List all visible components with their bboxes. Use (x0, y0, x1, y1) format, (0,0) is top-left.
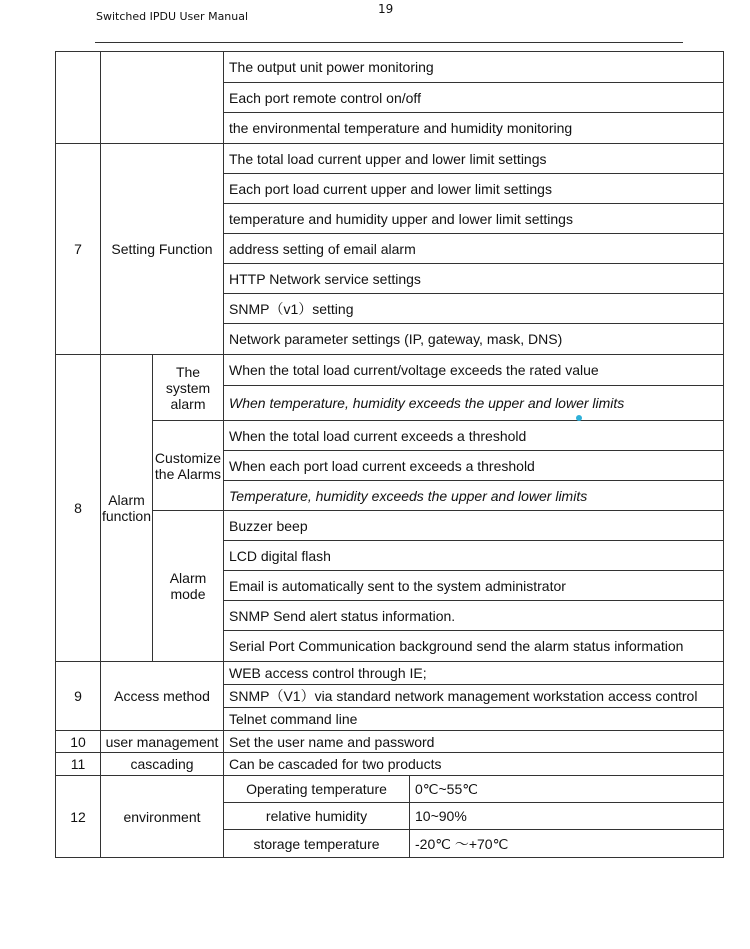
function-user-management: user management (101, 731, 224, 753)
function-access: Access method (101, 662, 224, 731)
feature-cell: Buzzer beep (224, 511, 724, 541)
row-number-cell (56, 52, 101, 144)
feature-cell: LCD digital flash (224, 541, 724, 571)
feature-cell: The total load current upper and lower limit settings (224, 144, 724, 174)
feature-cell: WEB access control through IE; (224, 662, 724, 685)
feature-cell: SNMP（V1）via standard network management workstation access control (224, 685, 724, 708)
feature-cell: Each port remote control on/off (224, 83, 724, 113)
feature-cell: Email is automatically sent to the system administrator (224, 571, 724, 601)
spec-table (55, 51, 724, 858)
feature-cell: Telnet command line (224, 708, 724, 731)
param-label: storage temperature (224, 830, 410, 858)
feature-cell: When the total load current/voltage exceeds the rated value (224, 355, 724, 386)
function-alarm: Alarm function (101, 355, 153, 662)
function-setting: Setting Function (101, 144, 224, 355)
feature-cell: Network parameter settings (IP, gateway, mask, DNS) (224, 324, 724, 355)
feature-cell: SNMP（v1）setting (224, 294, 724, 324)
feature-cell: Can be cascaded for two products (224, 753, 724, 776)
param-label: relative humidity (224, 803, 410, 830)
feature-cell: When each port load current exceeds a threshold (224, 451, 724, 481)
header-rule (95, 42, 683, 43)
page-number: 19 (378, 2, 394, 16)
feature-cell: The output unit power monitoring (224, 52, 724, 83)
row-number-12: 12 (56, 776, 101, 858)
param-value: -20℃ ～+70℃ (410, 830, 724, 858)
row-number-10: 10 (56, 731, 101, 753)
feature-cell: the environmental temperature and humidity monitoring (224, 113, 724, 144)
feature-cell: HTTP Network service settings (224, 264, 724, 294)
feature-cell: Each port load current upper and lower limit settings (224, 174, 724, 204)
param-value: 10~90% (410, 803, 724, 830)
feature-cell: When temperature, humidity exceeds the upper and lower limits (224, 386, 724, 421)
feature-cell: Temperature, humidity exceeds the upper and lower limits (224, 481, 724, 511)
param-label: Operating temperature (224, 776, 410, 803)
alarm-group-system: The system alarm (153, 355, 224, 421)
function-cascading: cascading (101, 753, 224, 776)
feature-cell: temperature and humidity upper and lower limit settings (224, 204, 724, 234)
param-value: 0℃~55℃ (410, 776, 724, 803)
document-title: Switched IPDU User Manual (96, 10, 249, 23)
alarm-group-customize: Customize the Alarms (153, 421, 224, 511)
feature-cell: Serial Port Communication background send the alarm status information (224, 631, 724, 662)
row-number-8: 8 (56, 355, 101, 662)
alarm-group-mode: Alarm mode (153, 511, 224, 662)
function-environment: environment (101, 776, 224, 858)
feature-cell: SNMP Send alert status information. (224, 601, 724, 631)
function-name-cell (101, 52, 224, 144)
row-number-9: 9 (56, 662, 101, 731)
feature-cell: address setting of email alarm (224, 234, 724, 264)
feature-cell: When the total load current exceeds a threshold (224, 421, 724, 451)
row-number-11: 11 (56, 753, 101, 776)
cursor-dot-marker (576, 415, 582, 421)
feature-cell: Set the user name and password (224, 731, 724, 753)
row-number-7: 7 (56, 144, 101, 355)
